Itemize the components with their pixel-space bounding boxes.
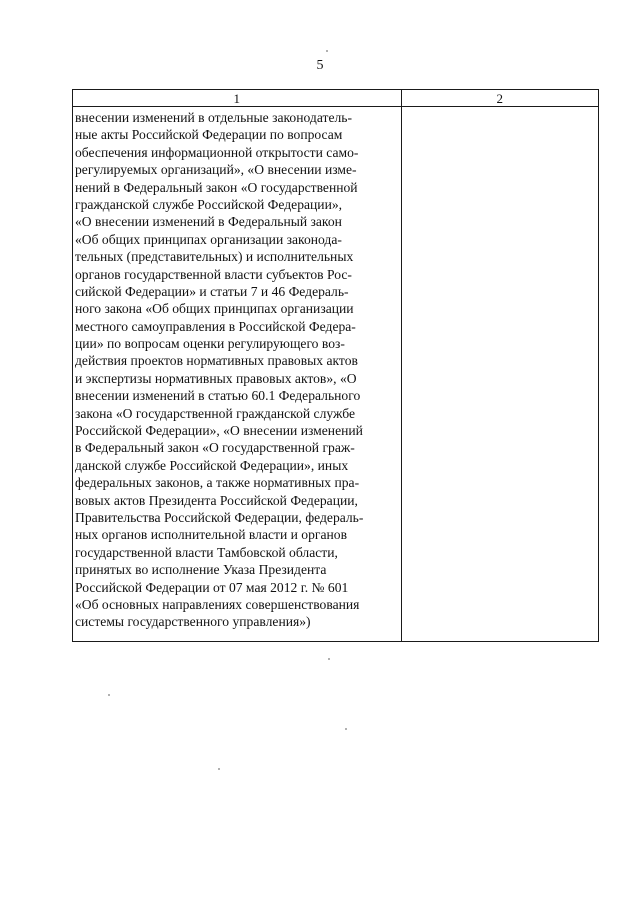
text-line: сийской Федерации» и статьи 7 и 46 Федераль- <box>75 283 349 299</box>
text-line: ного закона «Об общих принципах организации <box>75 301 354 317</box>
text-line: регулируемых организаций», «О внесении изме- <box>75 162 357 178</box>
column-header-1: 1 <box>73 90 402 107</box>
text-line: государственной власти Тамбовской области, <box>75 544 338 560</box>
text-line: данской службе Российской Федерации», иных <box>75 457 349 473</box>
scan-speck <box>218 768 220 770</box>
text-line: ных органов исполнительной власти и органов <box>75 527 348 543</box>
text-line: местного самоуправления в Российской Федера- <box>75 318 356 334</box>
column-header-2: 2 <box>401 90 598 107</box>
text-line: федеральных законов, а также нормативных пра- <box>75 475 360 491</box>
text-line: в Федеральный закон «О государственной граж- <box>75 440 355 456</box>
text-line: нений в Федеральный закон «О государственной <box>75 179 358 195</box>
table-cell-column-2 <box>401 107 598 642</box>
text-line: «О внесении изменений в Федеральный закон <box>75 214 342 230</box>
table-row <box>73 107 599 642</box>
text-line: принятых во исполнение Указа Президента <box>75 562 327 578</box>
text-line: Российской Федерации от 07 мая 2012 г. № 601 <box>75 579 349 595</box>
page-number: 5 <box>316 58 324 73</box>
text-line: «Об общих принципах организации законода- <box>75 231 342 247</box>
text-line: действия проектов нормативных правовых актов <box>75 353 358 369</box>
text-line: Правительства Российской Федерации, федераль- <box>75 509 364 525</box>
text-line: вовых актов Президента Российской Федерации, <box>75 492 358 508</box>
text-line: и экспертизы нормативных правовых актов», «О <box>75 370 357 386</box>
text-line: ции» по вопросам оценки регулирующего воз- <box>75 336 345 352</box>
text-line: «Об основных направлениях совершенствования <box>75 596 360 612</box>
text-line: органов государственной власти субъектов Рос- <box>75 266 352 282</box>
scan-speck <box>108 694 110 696</box>
scan-speck <box>326 50 328 52</box>
text-line: закона «О государственной гражданской службе <box>75 405 355 421</box>
text-line: ные акты Российской Федерации по вопросам <box>75 127 343 143</box>
text-line: Российской Федерации», «О внесении изменений <box>75 423 363 439</box>
table-cell-column-1 <box>73 107 402 642</box>
text-line: гражданской службе Российской Федерации», <box>75 196 343 212</box>
text-line: системы государственного управления») <box>75 614 311 630</box>
scan-speck <box>345 728 347 730</box>
text-line: внесении изменений в отдельные законодатель- <box>75 110 352 125</box>
text-line: внесении изменений в статью 60.1 Федерального <box>75 388 361 404</box>
cell-text <box>73 107 401 631</box>
scan-speck <box>328 658 330 660</box>
document-table <box>72 89 599 642</box>
text-line: обеспечения информационной открытости само- <box>75 144 359 160</box>
text-line: тельных (представительных) и исполнительных <box>75 249 354 265</box>
table-header-row <box>73 90 599 107</box>
